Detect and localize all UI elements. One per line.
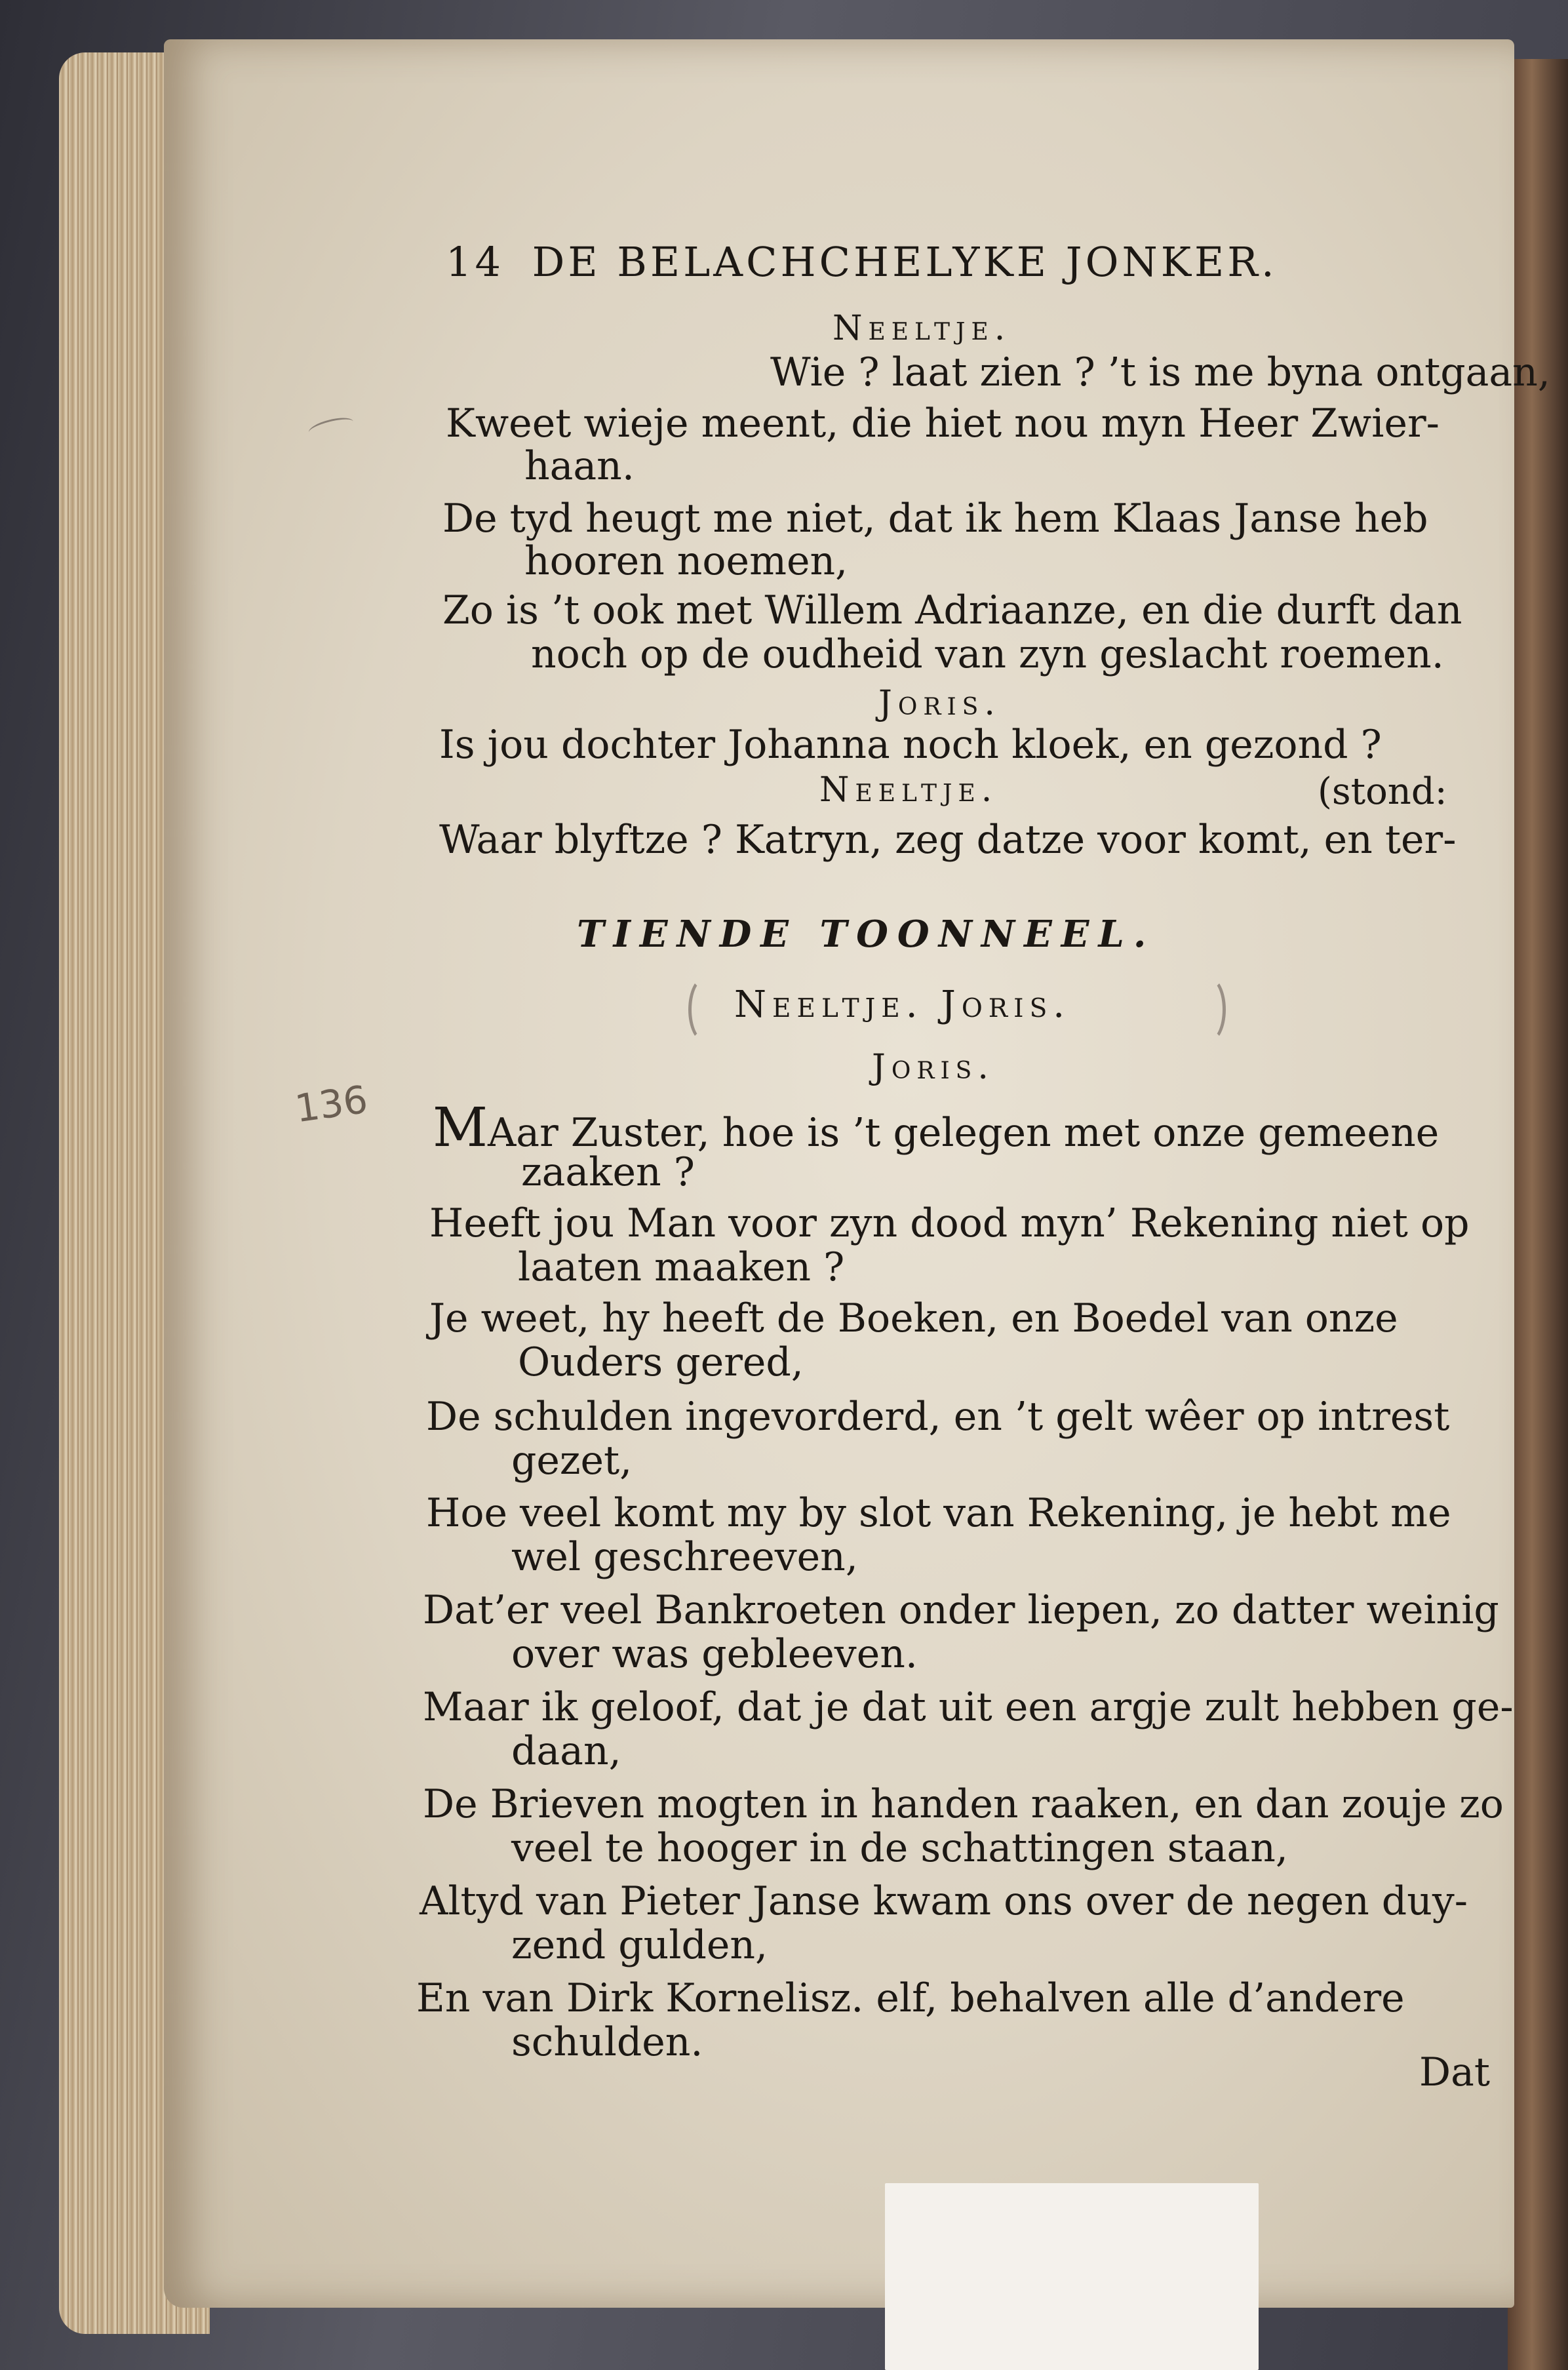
stage-direction: (stond: <box>1318 770 1447 813</box>
margin-note: 136 <box>292 1076 370 1132</box>
verse-line: Ouders gered, <box>518 1339 804 1385</box>
verse-line: De tyd heugt me niet, dat ik hem Klaas Janse heb <box>442 496 1428 542</box>
verse-line: Altyd van Pieter Janse kwam ons over de negen duy- <box>420 1878 1468 1924</box>
pencil-bracket-left <box>688 977 721 1042</box>
speaker-joris: Joris. <box>872 1048 994 1087</box>
facing-page-edge <box>1508 59 1568 2370</box>
speaker-neeltje: Neeltje. <box>819 770 998 810</box>
book-title: DE BELACHCHELYKE JONKER. <box>532 238 1278 286</box>
verse-line: wel geschreeven, <box>511 1534 858 1580</box>
drop-cap: M <box>433 1097 488 1159</box>
redaction-patch <box>885 2183 1259 2370</box>
running-head <box>446 236 1475 288</box>
verse-line: Kweet wieje meent, die hiet nou myn Heer Zwier- <box>446 401 1440 446</box>
verse-line: Is jou dochter Johanna noch kloek, en gezond ? <box>439 722 1382 768</box>
speaker-joris: Joris. <box>878 684 1001 723</box>
catchword: Dat <box>1419 2049 1490 2095</box>
verse-line: Heeft jou Man voor zyn dood myn’ Rekening niet op <box>429 1200 1470 1246</box>
verse-line: over was gebleeven. <box>511 1631 918 1677</box>
verse-line: veel te hooger in de schattingen staan, <box>511 1825 1288 1871</box>
verse-line: schulden. <box>511 2019 703 2065</box>
verse-line: De schulden ingevorderd, en ’t gelt wêer op intrest <box>426 1394 1450 1440</box>
verse-line: gezet, <box>511 1438 633 1484</box>
page-number: 14 <box>446 238 504 286</box>
scene-cast: Neeltje. Joris. <box>734 983 1071 1026</box>
speaker-neeltje: Neeltje. <box>833 309 1011 348</box>
verse-line: haan. <box>524 443 635 489</box>
verse-line: Wie ? laat zien ? ’t is me byna ontgaan, <box>770 349 1550 395</box>
verse-line: De Brieven mogten in handen raaken, en dan zouje zo <box>423 1781 1504 1827</box>
verse-line: Waar blyftze ? Katryn, zeg datze voor komt, en ter- <box>439 817 1457 863</box>
verse-line: Hoe veel komt my by slot van Rekening, je hebt me <box>426 1490 1451 1536</box>
verse-line: zend gulden, <box>511 1922 768 1968</box>
verse-line: laaten maaken ? <box>518 1244 845 1290</box>
verse-line: zaaken ? <box>521 1149 695 1195</box>
verse-line: noch op de oudheid van zyn geslacht roemen. <box>531 631 1444 677</box>
verse-line: Dat’er veel Bankroeten onder liepen, zo datter weinig <box>423 1587 1499 1633</box>
pencil-bracket-right <box>1193 977 1226 1042</box>
scene-title: TIENDE TOONNEEL. <box>577 913 1156 956</box>
verse-line: Je weet, hy heeft de Boeken, en Boedel van onze <box>429 1295 1398 1341</box>
verse-line: Maar ik geloof, dat je dat uit een argje zult hebben ge- <box>423 1684 1514 1730</box>
verse-line: En van Dirk Kornelisz. elf, behalven alle d’andere <box>416 1975 1405 2021</box>
verse-line: Zo is ’t ook met Willem Adriaanze, en die durft dan <box>442 587 1462 633</box>
verse-line-text: Aar Zuster, hoe is ’t gelegen met onze gemeene <box>487 1110 1440 1156</box>
verse-line: hooren noemen, <box>524 538 848 584</box>
verse-line: daan, <box>511 1728 621 1774</box>
